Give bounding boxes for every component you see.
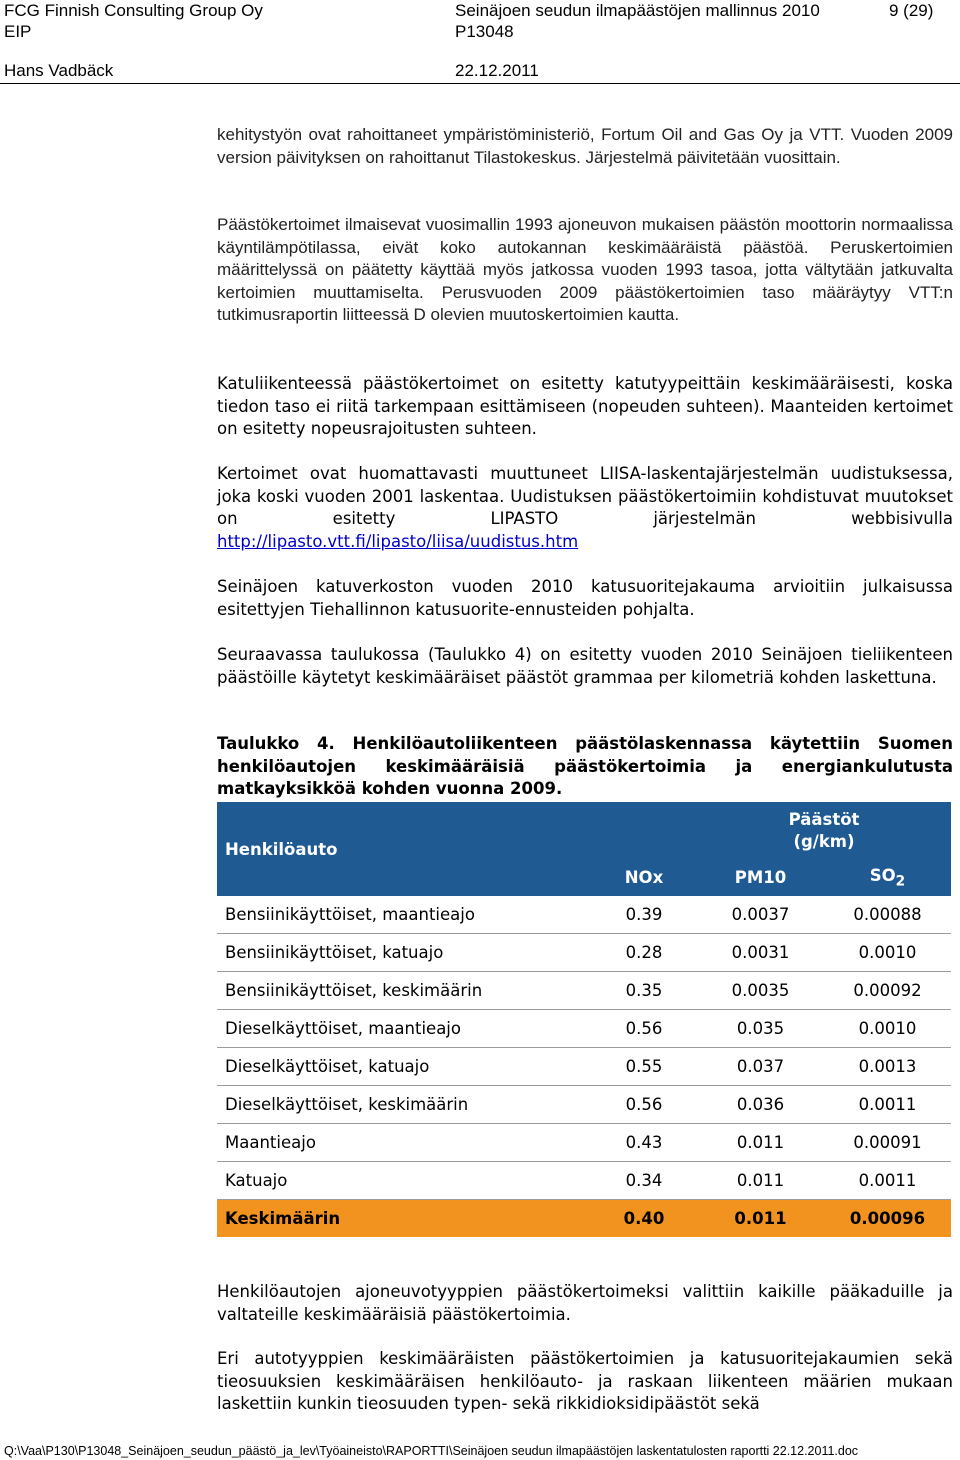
cell-so2: 0.00088 (824, 896, 951, 934)
cell-vehicle-type: Maantieajo (217, 1124, 591, 1162)
cell-pm10: 0.0035 (697, 972, 824, 1010)
cell-vehicle-type: Dieselkäyttöiset, keskimäärin (217, 1086, 591, 1124)
cell-vehicle-type: Dieselkäyttöiset, maantieajo (217, 1010, 591, 1048)
cell-pm10: 0.011 (697, 1124, 824, 1162)
header-paastot (697, 802, 951, 859)
cell-nox: 0.55 (591, 1048, 697, 1086)
paragraph-table-intro: Seuraavassa taulukossa (Taulukko 4) on esitetty vuoden 2010 Seinäjoen tieliikenteen päästöille käytetyt keskimääräiset päästöt grammaa per kilometriä kohden laskettuna. (217, 645, 953, 687)
header-divider (0, 83, 960, 84)
table-row (217, 934, 951, 972)
paragraph-emission-factors-part2: Peruskertoimien määrittelyssä on päätetty käyttää myös jatkossa vuoden 1993 tasoa, jotta vältytään jatkuvalta kertoimien muuttamiselta. (217, 237, 953, 302)
cell-nox: 0.35 (591, 972, 697, 1010)
cell-nox: 0.28 (591, 934, 697, 972)
header-nox: NOx (591, 859, 697, 896)
cell-pm10: 0.011 (697, 1162, 824, 1200)
paragraph-funding: kehitystyön ovat rahoittaneet ympäristöministeriö, Fortum Oil and Gas Oy ja VTT. Vuoden 2009 version päivityksen on rahoittanut Tilastokeskus. Järjestelmä päivitetään vuosittain. (217, 125, 953, 167)
cell-nox: 0.56 (591, 1010, 697, 1048)
table-caption: Taulukko 4. Henkilöautoliikenteen päästölaskennassa käytettiin Suomen henkilöautojen keskimääräisiä päästökertoimia ja energiankulutusta matkayksikköä kohden vuonna 2009. (217, 734, 953, 798)
average-pm10: 0.011 (697, 1200, 824, 1238)
average-nox: 0.40 (591, 1200, 697, 1238)
header-company: FCG Finnish Consulting Group Oy (4, 1, 263, 20)
cell-vehicle-type: Dieselkäyttöiset, katuajo (217, 1048, 591, 1086)
header-so2 (824, 859, 951, 896)
cell-nox: 0.43 (591, 1124, 697, 1162)
footer-file-path: Q:\Vaa\P130\P13048_Seinäjoen_seudun_päästö_ja_lev\Työaineisto\RAPORTTI\Seinäjoen seudun ilmapäästöjen laskentatulosten raportti 22.12.2011.doc (4, 1444, 859, 1458)
cell-so2: 0.00092 (824, 972, 951, 1010)
lipasto-link[interactable]: http://lipasto.vtt.fi/lipasto/liisa/uudistus.htm (217, 531, 579, 551)
table-row (217, 972, 951, 1010)
header-author: Hans Vadbäck (4, 61, 114, 80)
paragraph-street-traffic: Katuliikenteessä päästökertoimet on esitetty katutyypeittäin keskimääräisesti, koska tiedon taso ei riitä tarkempaan esittämiseen (nopeuden suhteen). Maanteiden kertoimet on esitetty nopeusrajoitusten suhteen. (217, 374, 953, 438)
table-body (217, 896, 951, 1200)
cell-nox: 0.56 (591, 1086, 697, 1124)
paragraph-liisa (217, 463, 953, 553)
table-row (217, 1124, 951, 1162)
table-header-row-1 (217, 802, 951, 859)
header-henkiloauto: Henkilöauto (217, 802, 591, 896)
header-so2-subscript: 2 (895, 873, 906, 890)
paragraph-distribution: Seinäjoen katuverkoston vuoden 2010 katusuoritejakauma arvioitiin julkaisussa esitettyjen Tiehallinnon katusuorite-ennusteiden pohjalta. (217, 577, 953, 619)
cell-so2: 0.00091 (824, 1124, 951, 1162)
cell-so2: 0.0011 (824, 1162, 951, 1200)
cell-vehicle-type: Bensiinikäyttöiset, katuajo (217, 934, 591, 972)
cell-so2: 0.0011 (824, 1086, 951, 1124)
header-date: 22.12.2011 (455, 61, 539, 80)
cell-pm10: 0.0037 (697, 896, 824, 934)
header-paastot-line1: Päästöt (788, 809, 860, 829)
cell-pm10: 0.037 (697, 1048, 824, 1086)
cell-so2: 0.0010 (824, 1010, 951, 1048)
header-unit: EIP (4, 22, 32, 41)
table-row (217, 1162, 951, 1200)
table-row-average (217, 1200, 951, 1238)
paragraph-selection: Henkilöautojen ajoneuvotyyppien päästökertoimeksi valittiin kaikille pääkaduille ja valtateille keskimääräisiä päästökertoimia. (217, 1282, 953, 1324)
average-label: Keskimäärin (217, 1200, 591, 1238)
table-row (217, 1086, 951, 1124)
header-so2-label: SO (869, 865, 896, 885)
header-project-code: P13048 (455, 22, 514, 41)
header-paastot-line2: (g/km) (793, 831, 855, 851)
cell-vehicle-type: Bensiinikäyttöiset, keskimäärin (217, 972, 591, 1010)
cell-so2: 0.0010 (824, 934, 951, 972)
paragraph-emission-factors-part3: Perusvuoden 2009 päästökertoimien taso määräytyy VTT:n tutkimusraportin liitteessä D olevien muutoskertoimien kautta. (217, 282, 953, 324)
table-row (217, 1010, 951, 1048)
cell-vehicle-type: Katuajo (217, 1162, 591, 1200)
paragraph-calculation: Eri autotyyppien keskimääräisten päästökertoimien ja katusuoritejakaumien sekä tieosuuksien keskimääräisen henkilöauto- ja raskaan liikenteen määrien mukaan laskettiin kunkin tieosuuden typen- sekä rikkidioksidipäästöt sekä (217, 1349, 953, 1413)
paragraph-emission-factors-part1: Päästökertoimet ilmaisevat vuosimallin 1993 ajoneuvon mukaisen päästön moottorin normaalissa käyntilämpötilassa, eivät koko autokannan keskimääräistä päästöä. (217, 215, 953, 257)
cell-so2: 0.0013 (824, 1048, 951, 1086)
paragraph-liisa-text: Kertoimet ovat huomattavasti muuttuneet LIISA-laskentajärjestelmän uudistuksessa, joka koski vuoden 2001 laskentaa. Uudistuksen päästökertoimiin kohdistuvat muutokset on esitetty LIPASTO järjestelmän webbisivulla (217, 464, 953, 528)
header-project-title: Seinäjoen seudun ilmapäästöjen mallinnus 2010 (455, 1, 820, 20)
cell-vehicle-type: Bensiinikäyttöiset, maantieajo (217, 896, 591, 934)
table-row (217, 896, 951, 934)
header-pm10: PM10 (697, 859, 824, 896)
header-page-number: 9 (29) (889, 1, 934, 20)
cell-pm10: 0.035 (697, 1010, 824, 1048)
table-row (217, 1048, 951, 1086)
emission-table (217, 802, 951, 1237)
cell-nox: 0.34 (591, 1162, 697, 1200)
cell-pm10: 0.0031 (697, 934, 824, 972)
paragraph-emission-factors (217, 214, 953, 327)
cell-nox: 0.39 (591, 896, 697, 934)
average-so2: 0.00096 (824, 1200, 951, 1238)
cell-pm10: 0.036 (697, 1086, 824, 1124)
header-spacer (591, 802, 697, 859)
